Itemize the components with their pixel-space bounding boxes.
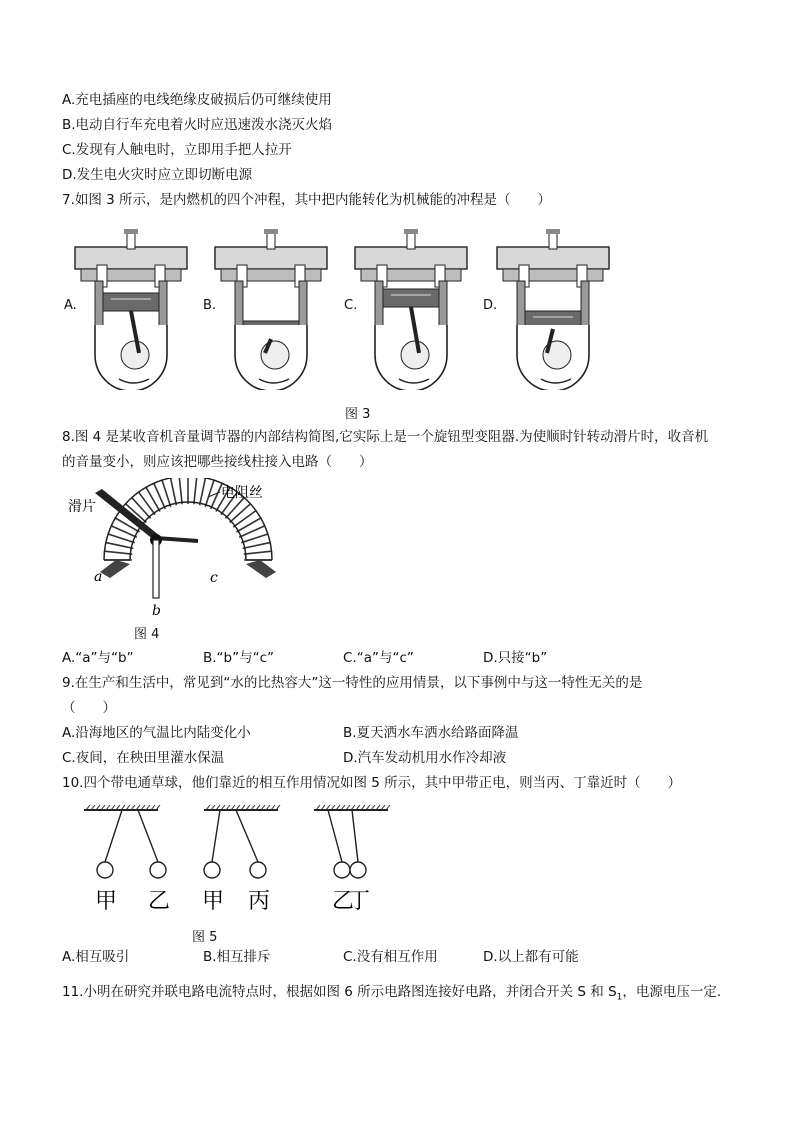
resistance-wire-coil — [233, 511, 256, 527]
resistance-wire-coil — [132, 498, 151, 519]
ball — [350, 862, 366, 878]
engine-strokes-figure — [0, 225, 794, 390]
label-b: b — [152, 603, 161, 618]
q9-option-b: B.夏天洒水车洒水给路面降温 — [343, 725, 519, 741]
resistance-wire-label: 电阻丝 — [221, 485, 263, 501]
ball-label: 乙 — [332, 889, 355, 914]
ball-label: 甲 — [95, 889, 118, 914]
engine-d — [497, 229, 609, 390]
resistance-wire-coil — [230, 504, 251, 523]
label-c: c — [210, 570, 218, 586]
q9-option-c: C.夜间，在秧田里灌水保温 — [62, 750, 225, 766]
ball-pair-2 — [202, 805, 280, 914]
ball — [150, 862, 166, 878]
q7-label-d: D. — [483, 298, 498, 313]
q9-stem-line1: 9.在生产和生活中，常见到“水的比热容大”这一特性的应用情景，以下事例中与这一特性无关的是 — [62, 675, 643, 691]
q8-option-d: D.只接“b” — [483, 650, 548, 666]
q8-stem-line1: 8.图 4 是某收音机音量调节器的内部结构简图,它实际上是一个旋钮型变阻器.为使顺时针转动滑片时，收音机 — [62, 429, 709, 445]
q11-stem: 11.小明在研究并联电路电流特点时，根据如图 6 所示电路图连接好电路，并闭合开关 S 和 $S_1$，电源电压一定. — [62, 984, 722, 1003]
q10-option-a: A.相互吸引 — [62, 949, 130, 965]
q10-option-b: B.相互排斥 — [203, 949, 271, 965]
piston — [103, 293, 159, 311]
q6-option-c: C.发现有人触电时，立即用手把人拉开 — [62, 142, 292, 158]
engine-b — [215, 229, 327, 390]
resistance-wire-coil — [104, 551, 132, 554]
q7-label-c: C. — [344, 298, 358, 313]
ball — [334, 862, 350, 878]
resistance-wire-coil — [106, 543, 133, 549]
q8-stem-line2: 的音量变小，则应该把哪些接线柱接入电路（ ） — [62, 454, 373, 470]
q6-option-b: B.电动自行车充电着火时应迅速泼水浇灭火焰 — [62, 117, 333, 133]
q9-stem-line2: （ ） — [62, 700, 116, 716]
slider-arm — [156, 538, 198, 541]
ball — [204, 862, 220, 878]
charged-balls-figure — [70, 800, 400, 918]
q7-label-b: B. — [203, 298, 217, 313]
q9-option-d: D.汽车发动机用水作冷却液 — [343, 750, 507, 766]
fig4-caption: 图 4 — [134, 627, 160, 642]
rotary-rheostat-figure — [60, 478, 300, 618]
engine-c — [355, 229, 467, 390]
q10-option-d: D.以上都有可能 — [483, 949, 579, 965]
q8-option-b: B.“b”与“c” — [203, 650, 275, 666]
ball-label: 甲 — [202, 889, 225, 914]
q10-stem: 10.四个带电通草球，他们靠近的相互作用情况如图 5 所示，其中甲带正电，则当丙、丁靠近时（ ） — [62, 775, 682, 791]
ball-label: 丁 — [348, 889, 371, 914]
q10-option-c: C.没有相互作用 — [343, 949, 438, 965]
terminal-b — [153, 540, 159, 598]
resistance-wire-coil — [243, 543, 270, 549]
resistance-wire-coil — [200, 478, 206, 505]
terminal-c — [246, 560, 276, 578]
piston — [383, 289, 439, 307]
fig3-caption: 图 3 — [345, 407, 371, 422]
q6-option-d: D.发生电火灾时应立即切断电源 — [62, 167, 253, 183]
q9-option-a: A.沿海地区的气温比内陆变化小 — [62, 725, 251, 741]
engine-a — [75, 229, 187, 390]
ball — [250, 862, 266, 878]
slider-label: 滑片 — [68, 499, 96, 515]
q6-option-a: A.充电插座的电线绝缘皮破损后仍可继续使用 — [62, 92, 332, 108]
q7-stem: 7.如图 3 所示，是内燃机的四个冲程，其中把内能转化为机械能的冲程是（ ） — [62, 192, 552, 208]
ball-label: 乙 — [148, 889, 171, 914]
q7-label-a: A. — [64, 298, 77, 313]
ball-label: 丙 — [248, 889, 271, 914]
q8-option-a: A.“a”与“b” — [62, 650, 134, 666]
ball — [97, 862, 113, 878]
ball-pair-1 — [84, 805, 170, 914]
label-a: a — [94, 569, 103, 585]
resistance-wire-coil — [194, 478, 197, 504]
resistance-wire-coil — [244, 551, 272, 554]
q8-option-c: C.“a”与“c” — [343, 650, 414, 666]
resistance-wire-coil — [171, 478, 177, 505]
ball-pair-3 — [314, 805, 390, 914]
fig5-caption: 图 5 — [192, 930, 218, 945]
resistance-wire-coil — [139, 492, 155, 515]
resistance-wire-coil — [179, 478, 182, 504]
terminal-a — [100, 560, 130, 578]
